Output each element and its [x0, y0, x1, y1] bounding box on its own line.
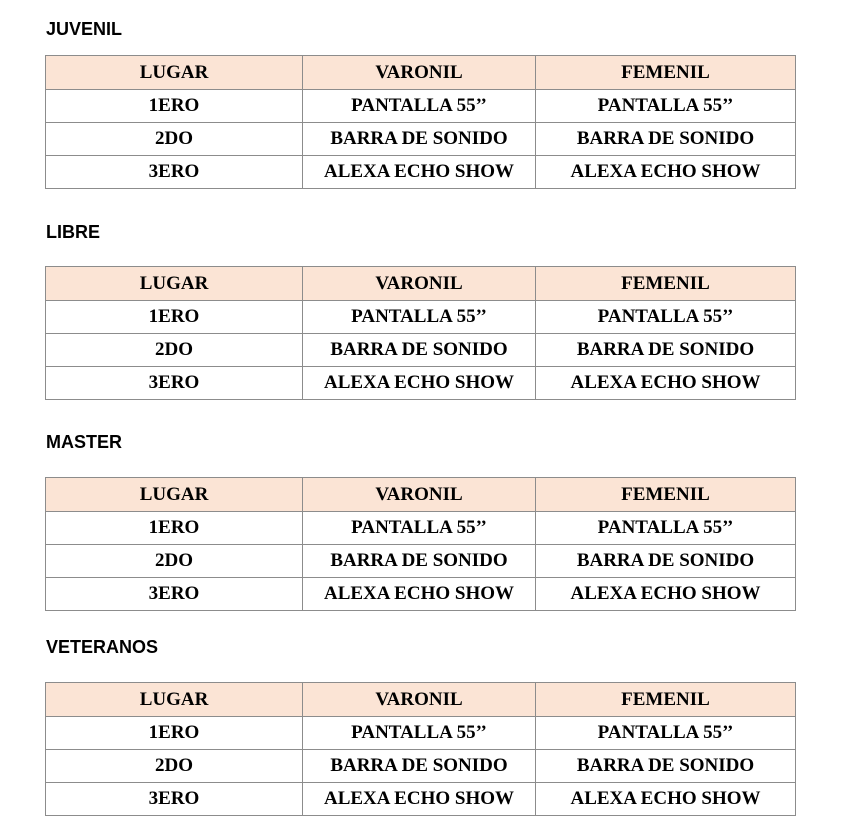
column-header-place: LUGAR [46, 56, 303, 90]
male-prize-cell: ALEXA ECHO SHOW [303, 367, 536, 400]
table-row [46, 717, 796, 750]
female-prize-cell: ALEXA ECHO SHOW [536, 783, 796, 816]
table-row [46, 301, 796, 334]
section-title: JUVENIL [46, 19, 123, 39]
place-cell: 1ERO [46, 717, 303, 750]
male-prize-cell: ALEXA ECHO SHOW [303, 578, 536, 611]
female-prize-cell: BARRA DE SONIDO [536, 123, 796, 156]
place-cell: 2DO [46, 334, 303, 367]
table-row [46, 156, 796, 189]
place-cell: 3ERO [46, 578, 303, 611]
column-header-male: VARONIL [303, 267, 536, 301]
table-row [46, 334, 796, 367]
column-header-male: VARONIL [303, 683, 536, 717]
place-cell: 3ERO [46, 783, 303, 816]
table-header-row [46, 683, 796, 717]
column-header-female: FEMENIL [536, 478, 796, 512]
prize-table [45, 682, 796, 816]
column-header-place: LUGAR [46, 478, 303, 512]
table-row [46, 750, 796, 783]
male-prize-cell: BARRA DE SONIDO [303, 750, 536, 783]
female-prize-cell: ALEXA ECHO SHOW [536, 367, 796, 400]
prize-table [45, 55, 796, 189]
place-cell: 1ERO [46, 301, 303, 334]
male-prize-cell: BARRA DE SONIDO [303, 545, 536, 578]
table-row [46, 545, 796, 578]
male-prize-cell: PANTALLA 55’’ [303, 717, 536, 750]
table-header-row [46, 267, 796, 301]
column-header-female: FEMENIL [536, 267, 796, 301]
female-prize-cell: PANTALLA 55’’ [536, 512, 796, 545]
place-cell: 2DO [46, 545, 303, 578]
table-row [46, 578, 796, 611]
section-title: VETERANOS [46, 637, 159, 657]
column-header-male: VARONIL [303, 56, 536, 90]
male-prize-cell: BARRA DE SONIDO [303, 123, 536, 156]
column-header-place: LUGAR [46, 683, 303, 717]
female-prize-cell: BARRA DE SONIDO [536, 545, 796, 578]
table-row [46, 90, 796, 123]
male-prize-cell: ALEXA ECHO SHOW [303, 783, 536, 816]
male-prize-cell: PANTALLA 55’’ [303, 301, 536, 334]
place-cell: 3ERO [46, 367, 303, 400]
table-row [46, 783, 796, 816]
female-prize-cell: BARRA DE SONIDO [536, 334, 796, 367]
column-header-place: LUGAR [46, 267, 303, 301]
table-row [46, 123, 796, 156]
male-prize-cell: BARRA DE SONIDO [303, 334, 536, 367]
column-header-female: FEMENIL [536, 683, 796, 717]
place-cell: 2DO [46, 750, 303, 783]
male-prize-cell: PANTALLA 55’’ [303, 512, 536, 545]
column-header-male: VARONIL [303, 478, 536, 512]
prize-table [45, 477, 796, 611]
table-header-row [46, 478, 796, 512]
female-prize-cell: PANTALLA 55’’ [536, 301, 796, 334]
place-cell: 3ERO [46, 156, 303, 189]
section-title: MASTER [46, 432, 122, 452]
section-title: LIBRE [46, 222, 100, 242]
female-prize-cell: ALEXA ECHO SHOW [536, 156, 796, 189]
place-cell: 1ERO [46, 90, 303, 123]
table-header-row [46, 56, 796, 90]
table-row [46, 512, 796, 545]
female-prize-cell: BARRA DE SONIDO [536, 750, 796, 783]
male-prize-cell: ALEXA ECHO SHOW [303, 156, 536, 189]
place-cell: 2DO [46, 123, 303, 156]
female-prize-cell: ALEXA ECHO SHOW [536, 578, 796, 611]
place-cell: 1ERO [46, 512, 303, 545]
female-prize-cell: PANTALLA 55’’ [536, 717, 796, 750]
female-prize-cell: PANTALLA 55’’ [536, 90, 796, 123]
table-row [46, 367, 796, 400]
prize-table [45, 266, 796, 400]
column-header-female: FEMENIL [536, 56, 796, 90]
male-prize-cell: PANTALLA 55’’ [303, 90, 536, 123]
